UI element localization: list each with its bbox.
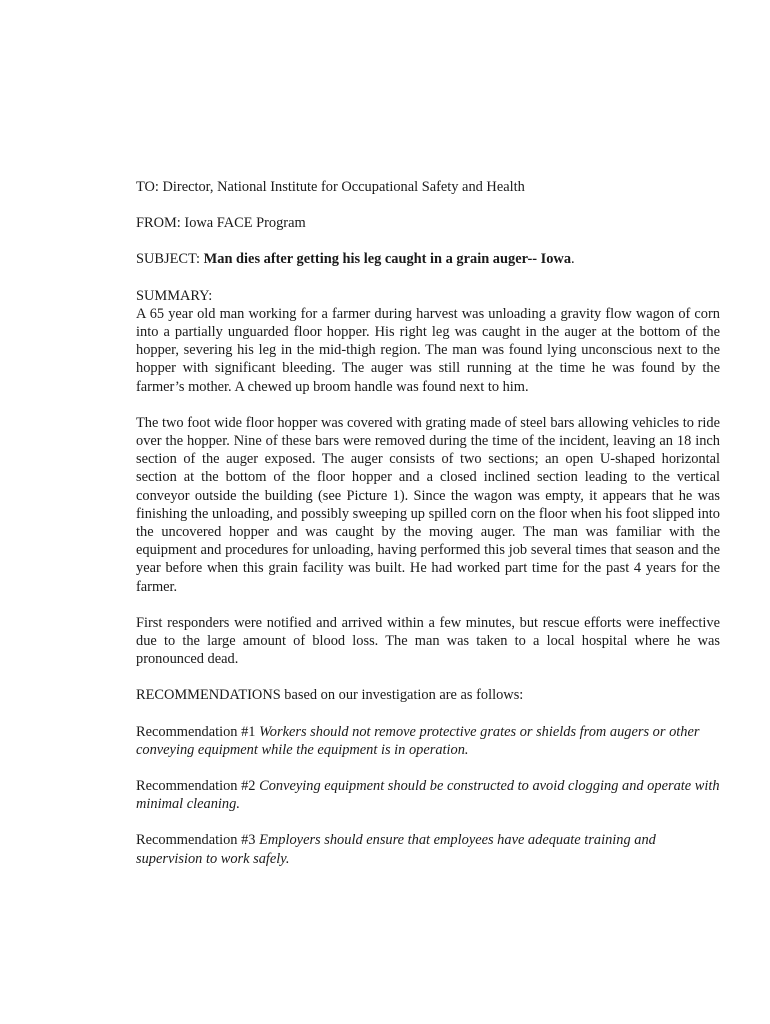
memo-body bbox=[136, 178, 720, 886]
memo-from-value: Iowa FACE Program bbox=[184, 215, 306, 232]
recommendation-text: Employers should ensure that employees have adequate training and supervision to work safely. bbox=[136, 832, 656, 867]
recommendation-label: Recommendation #3 bbox=[136, 832, 256, 849]
memo-to-value: Director, National Institute for Occupational Safety and Health bbox=[162, 179, 525, 195]
recommendation-text: Conveying equipment should be constructed to avoid clogging and operate with minimal cleaning. bbox=[136, 778, 720, 813]
summary-heading: SUMMARY: bbox=[136, 287, 213, 304]
summary-paragraph: A 65 year old man working for a farmer during harvest was unloading a gravity flow wagon of corn into a partially unguarded floor hopper. His right leg was caught in the auger at the bottom of the hopper, severing his leg in the mid-thigh region. The man was found lying unconscious next to the hopper with significant bleeding. The auger was still running at the time he was found by the farmer’s mother. A chewed up broom handle was found next to him. bbox=[136, 305, 720, 395]
recommendation-item bbox=[136, 777, 720, 813]
memo-subject-line bbox=[136, 250, 720, 268]
memo-subject-label: SUBJECT: bbox=[136, 251, 201, 268]
memo-from-label: FROM: bbox=[136, 215, 181, 232]
recommendation-item bbox=[136, 723, 720, 759]
recommendation-label: Recommendation #1 bbox=[136, 723, 256, 740]
recommendations-intro: RECOMMENDATIONS based on our investigation are as follows: bbox=[136, 687, 524, 704]
recommendation-item bbox=[136, 831, 720, 867]
memo-subject-end: . bbox=[571, 251, 575, 268]
summary-section bbox=[136, 287, 720, 396]
summary-paragraph: The two foot wide floor hopper was covered with grating made of steel bars allowing vehicles to ride over the hopper. Nine of these bars were removed during the time of the incident, leaving an 18 inch section of the auger exposed. The auger consists of two sections; an open U-shaped horizontal section at the bottom of the floor hopper and a closed inclined section leading to the vertical conveyor outside the building (see Picture 1). Since the wagon was empty, it appears that he was finishing the unloading, and possibly sweeping up spilled corn on the floor when his foot slipped into the uncovered hopper and was caught by the moving auger. The man was familiar with the equipment and procedures for unloading, having performed this job several times that season and the year before when this grain facility was built. He had worked part time for the past 4 years for the farmer. bbox=[136, 414, 720, 595]
memo-subject-value: Man dies after getting his leg caught in a grain auger-- Iowa bbox=[203, 251, 572, 268]
memo-to-line bbox=[136, 178, 720, 196]
recommendation-label: Recommendation #2 bbox=[136, 778, 256, 795]
summary-paragraph: First responders were notified and arrived within a few minutes, but rescue efforts were ineffective due to the large amount of blood loss. The man was taken to a local hospital where he was pronounced dead. bbox=[136, 614, 720, 668]
memo-to-label: TO: bbox=[136, 179, 159, 195]
recommendation-text: Workers should not remove protective grates or shields from augers or other conveying equipment while the equipment is in operation. bbox=[136, 723, 700, 758]
memo-from-line bbox=[136, 214, 720, 232]
